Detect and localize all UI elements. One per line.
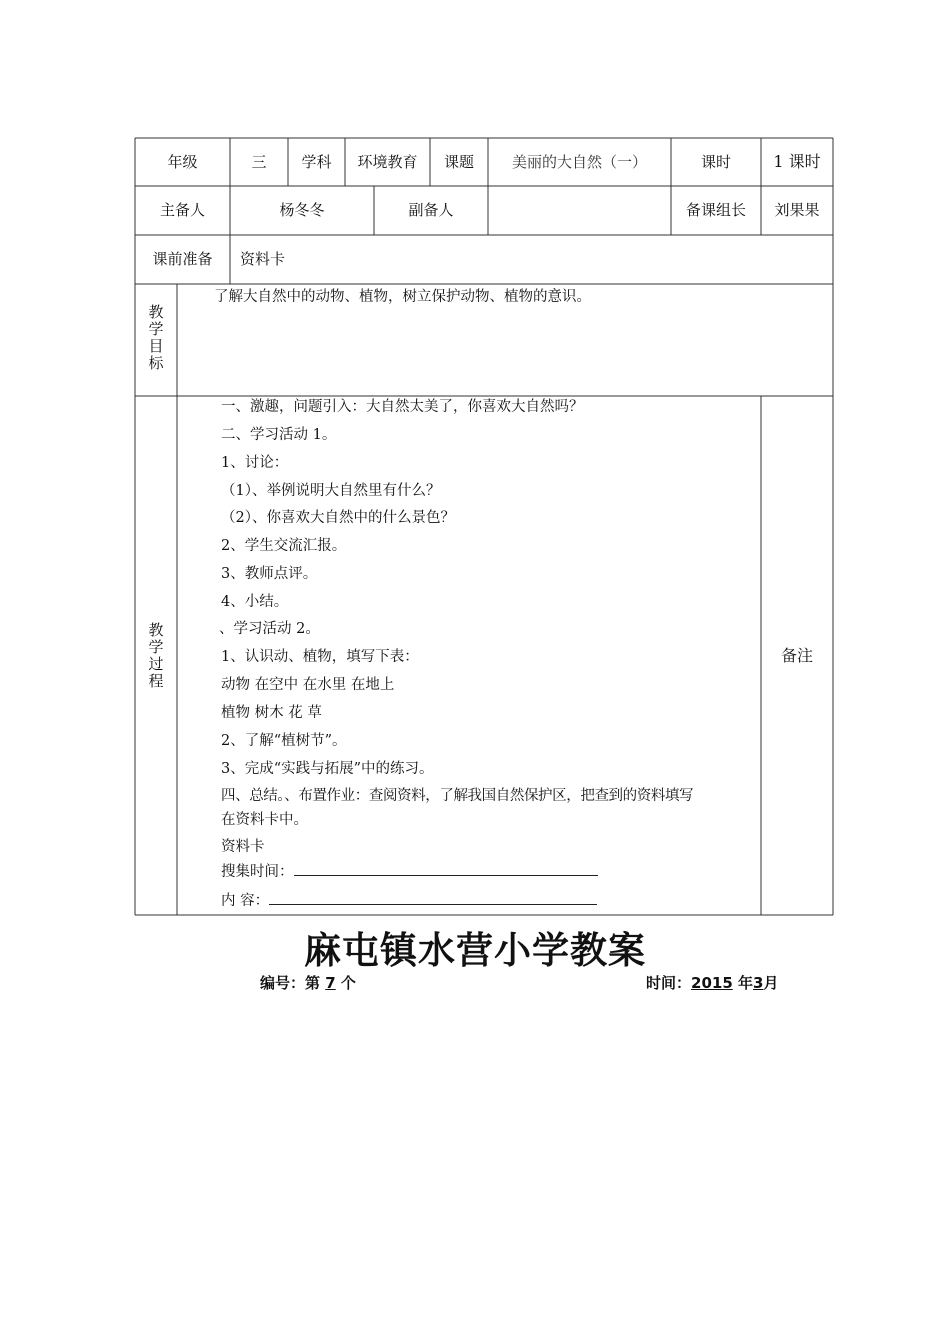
process-line: 四、总结。、布置作业：查阅资料，了解我国自然保护区，把查到的资料填写: [221, 788, 694, 804]
process-line: 1、讨论：: [221, 455, 289, 471]
year-value: 2015: [691, 974, 733, 992]
process-label-char: 教: [148, 621, 164, 639]
year-unit: 年: [738, 974, 754, 992]
number-value: 7: [325, 974, 336, 992]
process-line: 二、学习活动 1。: [221, 427, 337, 443]
process-line: 4、小结。: [221, 594, 289, 610]
main-preparer-label: 主备人: [159, 201, 205, 219]
period-label: 课时: [700, 152, 731, 171]
process-label-char: 程: [148, 672, 164, 690]
process-line: 3、完成“实践与拓展”中的练习。: [221, 761, 434, 777]
objective-label-char: 标: [148, 354, 164, 372]
deputy-preparer-value: [488, 186, 671, 235]
collect-time-row: [221, 860, 598, 881]
content-blank[interactable]: [269, 890, 597, 905]
process-line: 植物 树木 花 草: [221, 705, 322, 721]
process-line: 1、认识动、植物，填写下表：: [221, 649, 419, 665]
period-value: 1 课时: [773, 152, 821, 171]
content-row: [221, 889, 597, 910]
deputy-preparer-label: 副备人: [408, 201, 454, 219]
lesson-date: [646, 972, 778, 993]
process-label-char: 过: [148, 655, 164, 673]
group-leader-label: 备课组长: [685, 201, 746, 219]
grade-value: 三: [251, 152, 267, 171]
remarks-label: 备注: [780, 645, 813, 665]
objective-label: [135, 304, 177, 372]
group-leader-value: 刘果果: [774, 201, 820, 219]
objective-label-char: 目: [148, 337, 164, 355]
school-title: 麻屯镇水营小学教案: [304, 929, 646, 972]
main-preparer-value: 杨冬冬: [279, 201, 325, 219]
content-label: 内 容：: [221, 893, 270, 909]
process-line: 3、教师点评。: [221, 566, 318, 582]
objective-text: 了解大自然中的动物、植物，树立保护动物、植物的意识。: [214, 289, 591, 305]
month-unit: 月: [763, 974, 779, 992]
process-line: 资料卡: [221, 839, 265, 855]
subject-label: 学科: [301, 152, 332, 171]
topic-label: 课题: [443, 152, 474, 171]
process-line: 2、了解“植树节”。: [221, 733, 347, 749]
process-label: [135, 622, 177, 690]
number-unit: 个: [340, 974, 356, 992]
grade-label: 年级: [167, 152, 198, 171]
lesson-number: [260, 972, 356, 993]
subject-value: 环境教育: [357, 152, 418, 171]
process-line: 一、激趣，问题引入：大自然太美了，你喜欢大自然吗？: [221, 399, 584, 415]
process-line: 2、学生交流汇报。: [221, 538, 347, 554]
process-line: （1）、举例说明大自然里有什么？: [221, 483, 441, 499]
time-label: 时间：: [646, 974, 692, 992]
collect-time-label: 搜集时间：: [221, 864, 294, 880]
process-line: 在资料卡中。: [221, 812, 308, 828]
process-line: 、学习活动 2。: [219, 621, 320, 637]
objective-label-char: 教: [148, 303, 164, 321]
process-line: 动物 在空中 在水里 在地上: [221, 677, 395, 693]
preparation-label: 课前准备: [152, 250, 213, 268]
month-value: 3: [753, 974, 764, 992]
process-label-char: 学: [148, 638, 164, 656]
process-line: （2）、你喜欢大自然中的什么景色？: [221, 510, 455, 526]
number-label: 编号：第: [260, 974, 321, 992]
preparation-value: 资料卡: [240, 250, 286, 268]
topic-value: 美丽的大自然（一）: [511, 152, 647, 171]
collect-time-blank[interactable]: [294, 861, 598, 876]
objective-label-char: 学: [148, 320, 164, 338]
